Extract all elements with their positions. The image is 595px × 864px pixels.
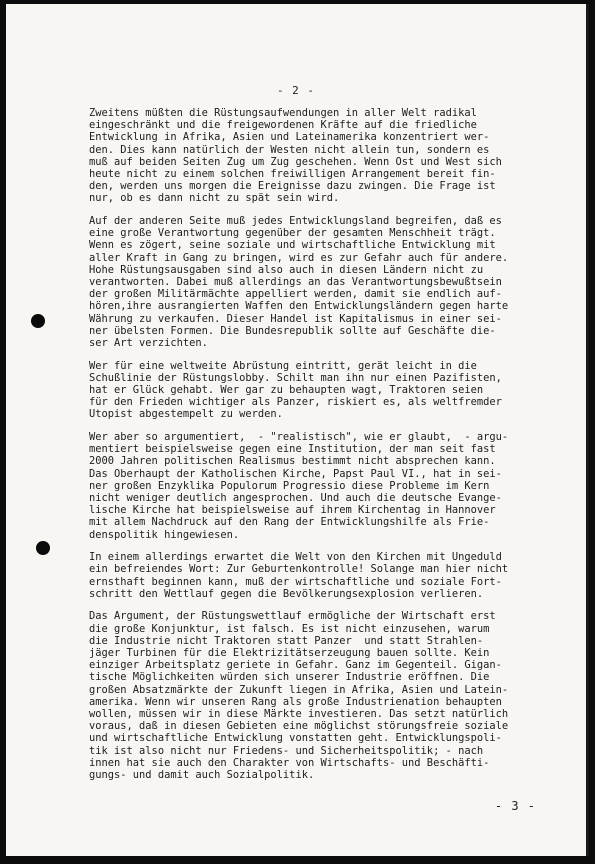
text-line: nur, ob es dann nicht zu spät sein wird. [89,192,340,205]
punch-hole [31,314,45,328]
text-line: hat er Glück gehabt. Wer gar zu behaupten wagt, Traktoren seien [89,383,484,396]
text-line: heute nicht zu einem solchen freiwilligen Arrangement bereit fin- [89,167,496,180]
text-line: großen Absatzmärkte der Zukunft liegen in Afrika, Asien und Latein- [89,683,509,696]
text-line: Das Oberhaupt der Katholischen Kirche, Papst Paul VI., hat in sei- [89,467,502,480]
text-line: 2000 Jahren politischen Realismus bestimmt nicht absprechen kann. [89,455,496,468]
paragraph-6 [89,610,571,781]
text-line: denspolitik hingewiesen. [89,528,240,541]
text-line: Wer für eine weltweite Abrüstung eintritt, gerät leicht in die [89,359,477,372]
text-line: schritt den Wettlauf gegen die Bevölkerungsexplosion verlieren. [89,587,484,600]
text-line: Das Argument, der Rüstungswettlauf ermögliche der Wirtschaft erst [89,610,496,623]
text-line: Hohe Rüstungsausgaben sind also auch in diesen Ländern nicht zu [89,263,484,276]
text-line: ner übelsten Formen. Die Bundesrepublik sollte auf Geschäfte die- [89,324,496,337]
text-line: innen hat sie auch den Charakter von Wirtschafts- und Beschäfti- [89,756,490,769]
text-line: mit allem Nachdruck auf den Rang der Entwicklungshilfe als Frie- [89,516,490,529]
text-line: der großen Militärmächte appelliert werden, damit sie endlich auf- [89,288,502,301]
paragraph-2 [89,215,571,349]
text-line: jäger Turbinen für die Elektrizitätserzeugung bauen sollte. Kein [89,647,490,659]
text-line: den. Dies kann natürlich der Westen nicht allein tun, sondern es [89,143,490,156]
text-line: voraus, daß in diesen Gebieten eine möglichst störungsfreie soziale [89,720,509,733]
text-line: Wenn es zögert, seine soziale und wirtschaftliche Entwicklung mit [89,239,496,252]
text-line: gungs- und damit auch Sozialpolitik. [89,768,315,781]
text-line: einziger Arbeitsplatz geriete in Gefahr. Ganz im Gegenteil. Gigan- [89,659,502,672]
paragraph-1 [89,107,571,205]
text-line: Währung zu verkaufen. Dieser Handel ist Kapitalismus in einer sei- [89,312,502,325]
text-line: und wirtschaftliche Entwicklung vonstatten geht. Entwicklungspoli- [89,732,502,745]
text-line: Entwicklung in Afrika, Asien und Lateinamerika konzentriert wer- [89,131,490,144]
text-line: ser Art verzichten. [89,336,208,349]
text-line: In einem allerdings erwartet die Welt von den Kirchen mit Ungeduld [89,551,502,564]
text-line: nicht weniger deutlich angesprochen. Und auch die deutsche Evange- [89,491,502,504]
text-line: hören,ihre ausrangierten Waffen den Entwicklungsländern gegen harte [89,300,509,313]
paragraph-3 [89,360,571,421]
text-line: lische Kirche hat beispielsweise auf ihrem Kirchentag in Hannover [89,504,496,517]
paragraph-4 [89,431,571,541]
text-line: amerika. Wenn wir unseren Rang als große Industrienation behaupten [89,695,502,708]
text-line: Zweitens müßten die Rüstungsaufwendungen in aller Welt radikal [89,107,477,119]
page-number: - 2 - [276,84,316,97]
text-line: ernsthaft beginnen kann, muß der wirtschaftliche und soziale Fort- [89,575,502,588]
text-line: für den Frieden wichtiger als Panzer, riskiert es, als weltfremder [89,396,502,409]
text-line: wollen, müssen wir in diese Märkte investieren. Das setzt natürlich [89,707,509,720]
text-line: Wer aber so argumentiert, - "realistisch", wie er glaubt, - argu- [89,431,509,443]
text-line: mentiert beispielsweise gegen eine Institution, der man seit fast [89,443,496,456]
paragraph-5 [89,551,571,600]
text-line: ner großen Enzyklika Populorum Progressio diese Probleme im Kern [89,479,490,492]
text-line: die Industrie nicht Traktoren statt Panzer und statt Strahlen- [89,634,484,647]
document-page [6,4,589,856]
text-line: muß auf beiden Seiten Zug um Zug geschehen. Wenn Ost und West sich [89,155,502,168]
text-line: Schußlinie der Rüstungslobby. Schilt man ihn nur einen Pazifisten, [89,371,502,384]
text-line: eine große Verantwortung gegenüber der gesamten Menschheit trägt. [89,227,496,240]
text-line: tik ist also nicht nur Friedens- und Sicherheitspolitik; - nach [89,744,484,757]
body-text [89,107,571,792]
continuation-page-mark: - 3 - [494,799,536,813]
text-line: tische Möglichkeiten würden sich unserer Industrie eröffnen. Die [89,671,490,684]
text-line: verantworten. Dabei muß allerdings an das Verantwortungsbewußtsein [89,275,502,288]
text-line: Auf der anderen Seite muß jedes Entwicklungsland begreifen, daß es [89,215,502,227]
text-line: den, werden uns morgen die Ereignisse dazu zwingen. Die Frage ist [89,180,496,193]
punch-hole [36,541,50,555]
text-line: ein befreiendes Wort: Zur Geburtenkontrolle! Solange man hier nicht [89,563,509,576]
text-line: Utopist abgestempelt zu werden. [89,408,283,421]
text-line: die große Konjunktur, ist falsch. Es ist nicht einzusehen, warum [89,622,490,635]
text-line: aller Kraft in Gang zu bringen, wird es zur Gefahr auch für andere. [89,251,509,264]
text-line: eingeschränkt und die freigewordenen Kräfte auf die friedliche [89,119,477,132]
